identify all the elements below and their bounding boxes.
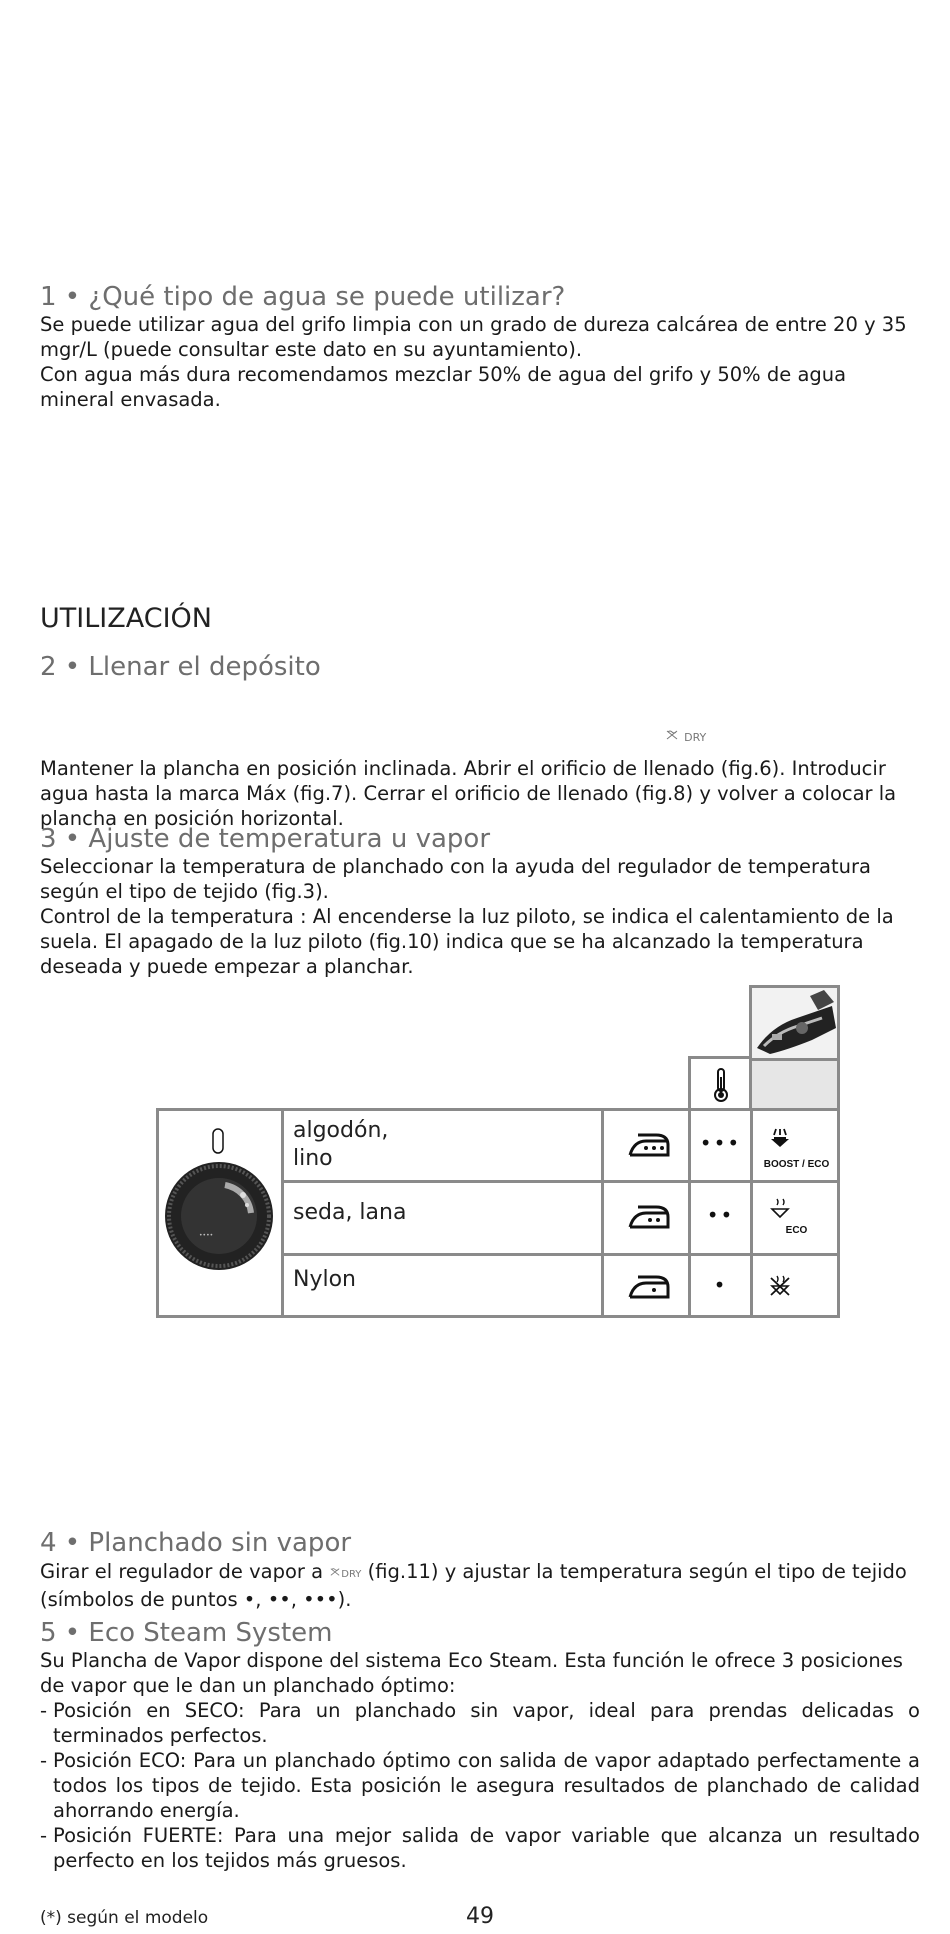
section-temperature xyxy=(40,824,920,979)
no-steam-icon xyxy=(768,1274,792,1298)
no-steam-icon xyxy=(665,729,679,741)
steam-mode-label: BOOST / ECO xyxy=(763,1159,830,1170)
section-heading: 1 • ¿Qué tipo de agua se puede utilizar? xyxy=(40,282,566,312)
iron-icon xyxy=(626,1273,672,1301)
paragraph: Se puede utilizar agua del grifo limpia con un grado de dureza calcárea de entre 20 y 35 mgr/L (puede consultar este dato en su ayuntamiento). xyxy=(40,313,907,361)
paragraph: Con agua más dura recomendamos mezclar 50% de agua del grifo y 50% de agua mineral envasada. xyxy=(40,363,847,411)
iron-photo-icon xyxy=(752,988,837,1058)
paragraph: Su Plancha de Vapor dispone del sistema Eco Steam. Esta función le ofrece 3 posiciones de vapor que le dan un planchado óptimo: xyxy=(40,1649,903,1697)
no-steam-icon xyxy=(329,1567,341,1577)
list-item: - Posición en SECO: Para un planchado sin vapor, ideal para prendas delicadas o terminados perfectos. xyxy=(40,1698,920,1748)
page-number: 49 xyxy=(466,1904,494,1929)
footnote: (*) según el modelo xyxy=(40,1908,209,1928)
dry-label: DRY xyxy=(341,1569,362,1580)
paragraph: Mantener la plancha en posición inclinada. Abrir el orificio de llenado (fig.6). Introducir agua hasta la marca Máx (fig.7). Cerrar el orificio de llenado (fig.8) y volver a colocar la plancha en posición horizontal. xyxy=(40,757,897,830)
paragraph xyxy=(40,1558,920,1612)
text-fragment: Girar el regulador de vapor a xyxy=(40,1560,324,1583)
temperature-dots: •• xyxy=(706,1203,735,1227)
svg-text:••••: •••• xyxy=(199,1232,214,1239)
utilizacion-block xyxy=(40,603,920,635)
fabric-label: algodón, lino xyxy=(293,1118,389,1171)
section-fill-tank-body xyxy=(40,756,920,831)
position-list xyxy=(40,1698,920,1873)
dry-label: DRY xyxy=(684,731,707,744)
steam-mode-label: ECO xyxy=(785,1225,808,1236)
fabric-label: seda, lana xyxy=(293,1200,407,1225)
temperature-header-cell xyxy=(688,1056,752,1111)
section-fill-tank xyxy=(40,652,920,682)
thermometer-icon xyxy=(711,1067,731,1103)
temperature-dots: • xyxy=(713,1273,728,1297)
iron-icon xyxy=(626,1203,672,1231)
section-no-steam xyxy=(40,1528,920,1612)
paragraph: Seleccionar la temperatura de planchado con la ayuda del regulador de temperatura según el tipo de tejido (fig.3). xyxy=(40,855,871,903)
list-item: - Posición FUERTE: Para una mejor salida de vapor variable que alcanza un resultado perfecto en los tejidos más gruesos. xyxy=(40,1823,920,1873)
text-fragment: (fig.11) y ajustar la temperatura según el tipo de tejido (símbolos de puntos •, ••, •••). xyxy=(40,1560,907,1611)
fabric-label: Nylon xyxy=(293,1267,356,1292)
section-heading: 2 • Llenar el depósito xyxy=(40,652,321,682)
temperature-dial-icon xyxy=(159,1111,281,1315)
dry-indicator xyxy=(329,1558,361,1587)
section-heading: 4 • Planchado sin vapor xyxy=(40,1528,352,1558)
section-water-type xyxy=(40,282,920,412)
section-heading: 5 • Eco Steam System xyxy=(40,1618,333,1648)
dry-indicator xyxy=(665,726,706,745)
temperature-steam-table xyxy=(156,1108,840,1318)
iron-icon xyxy=(626,1131,672,1159)
paragraph: Control de la temperatura : Al encenderse la luz piloto, se indica el calentamiento de la suela. El apagado de la luz piloto (fig.10) indica que se ha alcanzado la temperatura deseada y puede empezar a planchar. xyxy=(40,905,894,978)
eco-steam-icon xyxy=(769,1197,791,1219)
section-eco-steam xyxy=(40,1618,920,1873)
chapter-title: UTILIZACIÓN xyxy=(40,603,212,634)
section-heading: 3 • Ajuste de temperatura u vapor xyxy=(40,824,491,854)
steam-header-cell xyxy=(749,985,840,1111)
boost-steam-icon xyxy=(769,1127,791,1149)
list-item: - Posición ECO: Para un planchado óptimo con salida de vapor adaptado perfectamente a todos los tipos de tejido. Esta posición le asegura resultados de planchado de calidad ahorrando energía. xyxy=(40,1748,920,1823)
temperature-dots: ••• xyxy=(699,1131,742,1155)
